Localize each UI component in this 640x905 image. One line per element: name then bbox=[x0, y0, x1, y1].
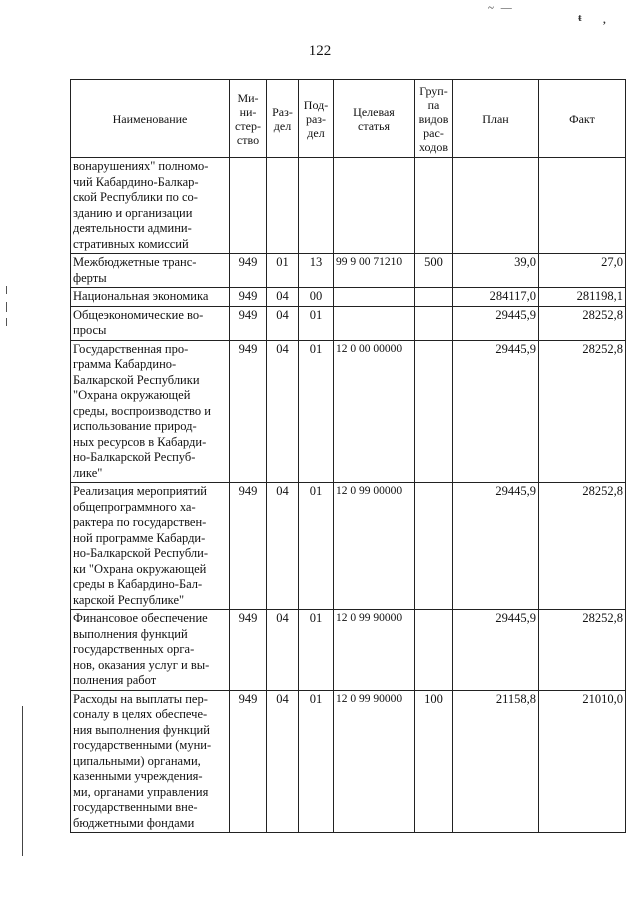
cell-plan: 29445,9 bbox=[453, 610, 539, 691]
cell-section bbox=[267, 158, 299, 254]
page-number: 122 bbox=[308, 43, 332, 59]
cell-name: Национальная экономика bbox=[71, 288, 230, 307]
cell-ministry bbox=[230, 158, 267, 254]
cell-name: Расходы на выплаты пер- соналу в целях обеспече- ния выполнения функций государственными (муни- ципальными) органами, казенными учреждения- ми, органами управления государственными вне- бюджетными фондами bbox=[71, 690, 230, 833]
cell-plan: 29445,9 bbox=[453, 483, 539, 610]
cell-subsection: 00 bbox=[299, 288, 334, 307]
budget-table bbox=[70, 79, 626, 833]
cell-name: Реализация мероприятий общепрограммного ха- рактера по государствен- ной программе Кабарди- но-Балкарской Республи- ки "Охрана окружающей среды в Кабардино-Бал- карской Республике" bbox=[71, 483, 230, 610]
cell-plan: 284117,0 bbox=[453, 288, 539, 307]
header-plan: План bbox=[453, 80, 539, 158]
cell-subsection: 01 bbox=[299, 483, 334, 610]
cell-fact: 28252,8 bbox=[539, 610, 626, 691]
header-name: Наименование bbox=[71, 80, 230, 158]
cell-section: 04 bbox=[267, 306, 299, 340]
cell-fact: 28252,8 bbox=[539, 340, 626, 483]
cell-target: 12 0 99 90000 bbox=[334, 610, 415, 691]
header-subsection-label: Под- раз- дел bbox=[303, 97, 329, 140]
table-row bbox=[71, 288, 626, 307]
header-subsection bbox=[299, 80, 334, 158]
cell-ministry: 949 bbox=[230, 254, 267, 288]
cell-subsection: 01 bbox=[299, 306, 334, 340]
cell-ministry: 949 bbox=[230, 306, 267, 340]
cell-fact: 28252,8 bbox=[539, 483, 626, 610]
cell-subsection bbox=[299, 158, 334, 254]
cell-ministry: 949 bbox=[230, 340, 267, 483]
header-fact: Факт bbox=[539, 80, 626, 158]
table-row bbox=[71, 158, 626, 254]
header-section-label: Раз- дел bbox=[272, 104, 293, 133]
cell-target bbox=[334, 288, 415, 307]
scan-artifact: ŧ bbox=[578, 12, 582, 24]
table-header-row bbox=[71, 80, 626, 158]
header-target-label: Целевая статья bbox=[353, 104, 395, 133]
header-ministry-label: Ми- ни- стер- ство bbox=[235, 90, 261, 147]
cell-section: 04 bbox=[267, 610, 299, 691]
cell-target: 12 0 99 00000 bbox=[334, 483, 415, 610]
margin-mark bbox=[6, 286, 7, 294]
cell-group: 100 bbox=[415, 690, 453, 833]
scan-artifact: ~ ― bbox=[488, 2, 514, 14]
cell-group bbox=[415, 610, 453, 691]
cell-fact: 28252,8 bbox=[539, 306, 626, 340]
cell-fact: 27,0 bbox=[539, 254, 626, 288]
cell-ministry: 949 bbox=[230, 483, 267, 610]
cell-plan: 21158,8 bbox=[453, 690, 539, 833]
header-target bbox=[334, 80, 415, 158]
cell-fact: 281198,1 bbox=[539, 288, 626, 307]
cell-plan: 29445,9 bbox=[453, 306, 539, 340]
cell-ministry: 949 bbox=[230, 288, 267, 307]
cell-subsection: 01 bbox=[299, 340, 334, 483]
margin-mark bbox=[22, 706, 23, 856]
cell-target bbox=[334, 306, 415, 340]
cell-target: 99 9 00 71210 bbox=[334, 254, 415, 288]
cell-target: 12 0 99 90000 bbox=[334, 690, 415, 833]
table-row bbox=[71, 610, 626, 691]
cell-target bbox=[334, 158, 415, 254]
cell-subsection: 01 bbox=[299, 610, 334, 691]
cell-target: 12 0 00 00000 bbox=[334, 340, 415, 483]
table-row bbox=[71, 340, 626, 483]
header-ministry bbox=[230, 80, 267, 158]
cell-ministry: 949 bbox=[230, 690, 267, 833]
cell-name: Общеэкономические во- просы bbox=[71, 306, 230, 340]
header-group bbox=[415, 80, 453, 158]
margin-mark bbox=[6, 302, 7, 312]
cell-section: 04 bbox=[267, 690, 299, 833]
cell-plan bbox=[453, 158, 539, 254]
table-row bbox=[71, 306, 626, 340]
header-group-label: Груп- па видов рас- ходов bbox=[418, 83, 449, 154]
cell-plan: 39,0 bbox=[453, 254, 539, 288]
cell-section: 04 bbox=[267, 340, 299, 483]
cell-subsection: 13 bbox=[299, 254, 334, 288]
cell-section: 01 bbox=[267, 254, 299, 288]
scan-artifact: , bbox=[603, 14, 606, 26]
cell-group bbox=[415, 306, 453, 340]
cell-ministry: 949 bbox=[230, 610, 267, 691]
cell-group bbox=[415, 483, 453, 610]
cell-group: 500 bbox=[415, 254, 453, 288]
cell-subsection: 01 bbox=[299, 690, 334, 833]
cell-section: 04 bbox=[267, 288, 299, 307]
cell-group bbox=[415, 288, 453, 307]
table-row bbox=[71, 690, 626, 833]
cell-fact bbox=[539, 158, 626, 254]
table-row bbox=[71, 483, 626, 610]
cell-name: вонарушениях" полномо- чий Кабардино-Балкар- ской Республики по со- зданию и организации деятельности админи- стративных комиссий bbox=[71, 158, 230, 254]
cell-name: Государственная про- грамма Кабардино- Балкарской Республики "Охрана окружающей среды, воспроизводство и использование природ- ных ресурсов в Кабарди- но-Балкарской Респуб- лике" bbox=[71, 340, 230, 483]
cell-section: 04 bbox=[267, 483, 299, 610]
cell-name: Межбюджетные транс- ферты bbox=[71, 254, 230, 288]
cell-group bbox=[415, 340, 453, 483]
cell-name: Финансовое обеспечение выполнения функций государственных орга- нов, оказания услуг и вы- полнения работ bbox=[71, 610, 230, 691]
cell-plan: 29445,9 bbox=[453, 340, 539, 483]
cell-group bbox=[415, 158, 453, 254]
cell-fact: 21010,0 bbox=[539, 690, 626, 833]
header-section bbox=[267, 80, 299, 158]
margin-mark bbox=[6, 318, 7, 326]
table-row bbox=[71, 254, 626, 288]
